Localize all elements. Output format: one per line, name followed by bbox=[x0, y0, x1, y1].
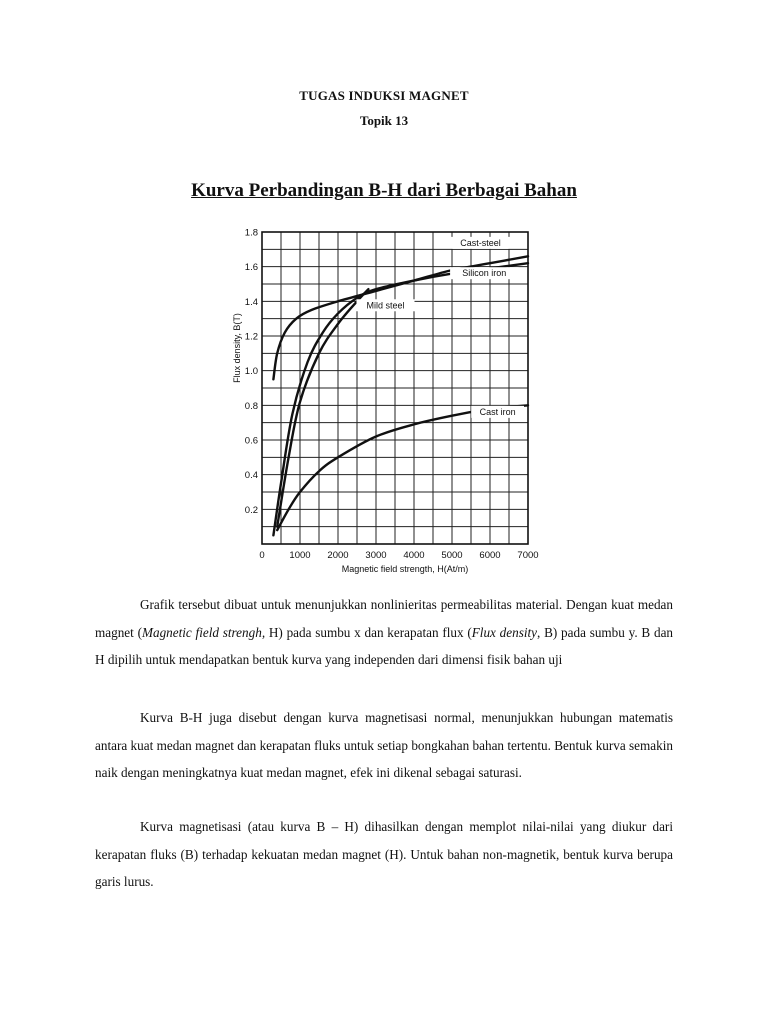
document-subtitle: Topik 13 bbox=[359, 113, 409, 128]
series-label-mild-steel: Mild steel bbox=[366, 300, 405, 311]
paragraph-1 bbox=[95, 591, 673, 674]
y-tick-label: 0.6 bbox=[244, 435, 258, 447]
bh-curve-chart bbox=[160, 210, 560, 580]
x-tick-label: 2000 bbox=[327, 550, 349, 561]
y-tick-label: 1.4 bbox=[244, 296, 258, 308]
y-tick-label: 0.2 bbox=[244, 504, 258, 516]
x-tick-label: 1000 bbox=[289, 550, 311, 561]
paragraph-text: Grafik tersebut dibuat untuk menunjukkan nonlinieritas permeabilitas material. Dengan kuat medan magnet ( bbox=[95, 597, 673, 640]
x-tick-label: 0 bbox=[259, 550, 265, 561]
italic-term: Magnetic field strengh, bbox=[141, 624, 266, 640]
y-tick-label: 1.2 bbox=[244, 331, 258, 343]
x-tick-label: 6000 bbox=[479, 550, 501, 561]
paragraph-text: Kurva B-H juga disebut dengan kurva magnetisasi normal, menunjukkan hubungan matematis antara kuat medan magnet dan kerapatan fluks untuk setiap bongkahan bahan tertentu. Bentuk kurva semakin naik dengan meningkatnya kuat medan magnet, efek ini dikenal sebagai saturasi. bbox=[95, 710, 673, 780]
x-tick-label: 3000 bbox=[365, 550, 387, 561]
paragraph-text: H) pada sumbu x dan kerapatan flux ( bbox=[265, 624, 472, 640]
section-heading-text: Kurva Perbandingan B-H dari Berbagai Bahan bbox=[191, 180, 577, 201]
paragraph-3 bbox=[95, 813, 673, 896]
series-label-cast-steel: Cast-steel bbox=[460, 237, 501, 248]
series-label-cast-iron: Cast iron bbox=[479, 406, 516, 417]
y-tick-label: 1.8 bbox=[244, 227, 258, 239]
x-tick-label: 7000 bbox=[517, 550, 539, 561]
y-axis-title: Flux density, B(T) bbox=[232, 313, 242, 383]
paragraph-2 bbox=[95, 704, 673, 787]
y-tick-label: 1.6 bbox=[244, 262, 258, 274]
series-label-silicon-iron: Silicon iron bbox=[462, 268, 507, 279]
paragraph-text: Kurva magnetisasi (atau kurva B – H) dihasilkan dengan memplot nilai-nilai yang diukur dari kerapatan fluks (B) terhadap kekuatan medan magnet (H). Untuk bahan non-magnetik, bentuk kurva berupa garis lurus. bbox=[95, 819, 673, 889]
y-tick-label: 0.8 bbox=[244, 400, 258, 412]
y-tick-label: 1.0 bbox=[244, 366, 258, 378]
x-tick-label: 4000 bbox=[403, 550, 425, 561]
paragraph-text: , B) pada sumbu y. B dan H dipilih untuk mendapatkan bentuk kurva yang independen dari dimensi fisik bahan uji bbox=[95, 624, 674, 667]
italic-term: Flux density bbox=[471, 624, 538, 640]
section-heading bbox=[0, 180, 768, 202]
bh-curve-svg bbox=[160, 210, 560, 580]
x-tick-label: 5000 bbox=[441, 550, 463, 561]
x-axis-title: Magnetic field strength, H(At/m) bbox=[341, 564, 469, 574]
y-tick-label: 0.4 bbox=[244, 470, 258, 482]
document-title: TUGAS INDUKSI MAGNET bbox=[299, 88, 469, 103]
